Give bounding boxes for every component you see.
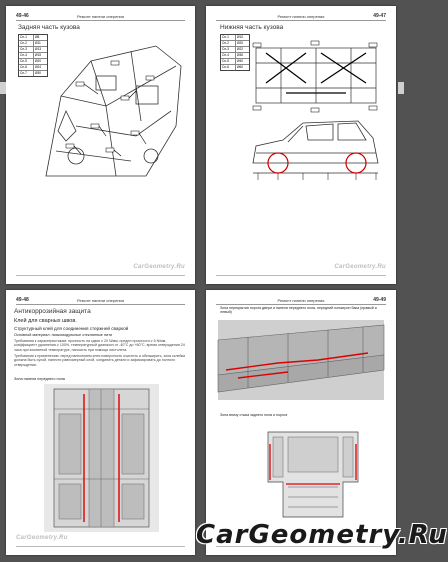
zone-title: Зона внизу стыка заднего пола и порога <box>220 413 288 417</box>
sill-overlap-drawing <box>218 320 384 400</box>
underbody-drawing <box>251 38 381 118</box>
page-footer-line <box>16 275 185 276</box>
legend-row: Сп-4 Ø36 <box>221 53 249 59</box>
legend-row: Сп-1 Ø10 <box>221 35 249 41</box>
section-title: Задняя часть кузова <box>18 24 80 31</box>
car-side-drawing <box>248 118 383 183</box>
side-tab <box>398 82 404 94</box>
legend-row: Сп-6 Ø60 <box>222 65 244 69</box>
legend-row: Сп-3 Ø22 <box>221 47 249 53</box>
legend-row: Сп-4 Ø15 <box>19 53 47 59</box>
page-header-title: Ремонт панели оперения <box>277 298 325 303</box>
brand-watermark: CarGeometry.Ru <box>196 520 448 550</box>
legend-row: Сп-2 Ø20 <box>221 41 249 47</box>
page-number: 49-48 <box>16 297 29 303</box>
legend-row: Сп-7 Ø30 <box>20 71 42 75</box>
zone-title: Зона панели переднего пола <box>14 377 65 381</box>
rear-floor-drawing <box>258 422 368 522</box>
side-tab <box>0 82 6 94</box>
page-footer-line <box>16 546 185 547</box>
legend-row: Сп-6 Ø24 <box>19 65 47 71</box>
legend-row: Сп-5 Ø20 <box>19 59 47 65</box>
page-header <box>216 296 386 305</box>
page-watermark: CarGeometry.Ru <box>133 264 185 270</box>
page-number: 49-49 <box>373 297 386 303</box>
legend-row: Сп-1 Ø8 <box>19 35 47 41</box>
rear-body-drawing <box>36 36 191 191</box>
page-49-47 <box>206 6 396 284</box>
page-header <box>216 12 386 21</box>
page-header-title: Ремонт панели оперения <box>77 14 124 19</box>
legend-table <box>220 34 250 71</box>
page-49-49 <box>206 290 396 555</box>
section-title: Нижняя часть кузова <box>220 24 284 31</box>
legend-row: Сп-5 Ø40 <box>221 59 249 65</box>
legend-row: Сп-2 Ø11 <box>19 41 47 47</box>
page-49-46 <box>6 6 195 284</box>
page-footer-line <box>216 275 386 276</box>
subtitle: Основной материал: низкомодульные стеклянные нити <box>14 333 113 337</box>
subtitle: Структурный клей для соединения стержней сваркой <box>14 326 129 331</box>
front-floor-drawing <box>44 384 159 532</box>
page-header <box>16 296 185 305</box>
paragraph: Требования к характеристикам: прочность на сдвиг ≥ 20 N/мм, предел прочности ≥ 6 N/мм, коэффициент удлинения ≥ 100%, температурный диапазон от -40°С до +80°С, время отверждения 24 часа при комнатной температуре, наносить при помощи пистолета. <box>14 339 185 352</box>
section-title: Антикоррозийная защита <box>14 308 91 315</box>
legend-row: Сп-3 Ø13 <box>19 47 47 53</box>
page-header-title: Ремонт панели оперения <box>77 298 124 303</box>
page-header <box>16 12 185 21</box>
zone-title: Зона перекрытия порога двери и панели переднего пола, передний лонжерон бака (правый и левый) <box>220 306 377 315</box>
page-watermark: CarGeometry.Ru <box>334 264 386 270</box>
page-number: 49-46 <box>16 13 29 19</box>
page-49-48 <box>6 290 195 555</box>
page-watermark: CarGeometry.Ru <box>16 535 68 541</box>
subtitle: Клей для сварных швов. <box>14 318 77 324</box>
page-number: 49-47 <box>373 13 386 19</box>
paragraph: Требования к применению: перед нанесением клея поверхность очистить и обезжирить, зона склейки должна быть сухой, нанести равномерный слой, соединить детали и зафиксировать до полного отверждения. <box>14 354 186 367</box>
page-header-title: Ремонт панели оперения <box>277 14 325 19</box>
